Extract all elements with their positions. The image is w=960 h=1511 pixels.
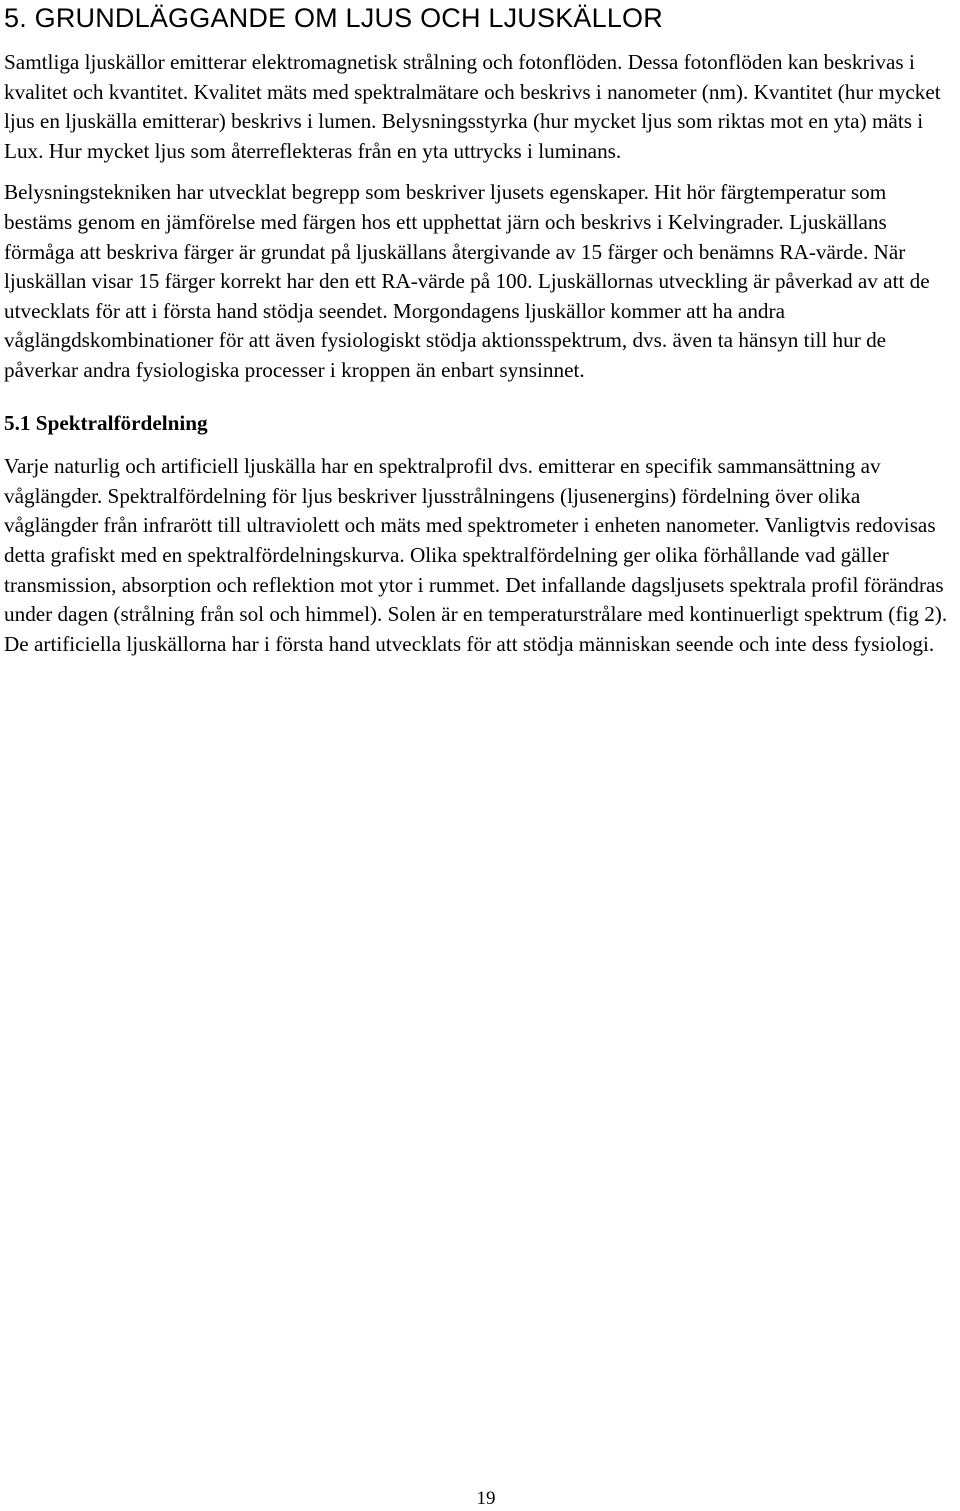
page-number: 19 <box>476 1488 496 1509</box>
section-heading: 5. GRUNDLÄGGANDE OM LJUS OCH LJUSKÄLLOR <box>4 3 663 33</box>
paragraph-light-basics: Samtliga ljuskällor emitterar elektromagnetisk strålning och fotonflöden. Dessa fotonflöden kan beskrivas i kvalitet och kvantitet. Kvalitet mäts med spektralmätare och beskrivs i nanometer (nm). Kvantitet (hur mycket ljus en ljuskälla emitterar) beskrivs i lumen. Belysningsstyrka (hur mycket ljus som riktas mot en yta) mäts i Lux. Hur mycket ljus som återreflekteras från en yta uttrycks i luminans. <box>4 50 941 163</box>
paragraph-lighting-concepts: Belysningstekniken har utvecklat begrepp som beskriver ljusets egenskaper. Hit hör färgtemperatur som bestäms genom en jämförelse med färgen hos ett upphettat järn och beskrivs i Kelvingrader. Ljuskällans förmåga att beskriva färger är grundat på ljuskällans återgivande av 15 färger och benämns RA-värde. När ljuskällan visar 15 färger korrekt har den ett RA-värde på 100. Ljuskällornas utveckling är påverkad av att de utvecklats för att i första hand stödja seendet. Morgondagens ljuskällor kommer att ha andra våglängdskombinationer för att även fysiologiskt stödja aktionsspektrum, dvs. även ta hänsyn till hur de påverkar andra fysiologiska processer i kroppen än enbart synsinnet. <box>4 180 930 382</box>
subsection-heading: 5.1 Spektralfördelning <box>4 410 208 435</box>
document-page <box>4 0 956 659</box>
paragraph-spectral-distribution: Varje naturlig och artificiell ljuskälla har en spektralprofil dvs. emitterar en specifik sammansättning av våglängder. Spektralfördelning för ljus beskriver ljusstrålningens (ljusenergins) fördelning över olika våglängder från infrarött till ultraviolett och mäts med spektrometer i enheten nanometer. Vanligtvis redovisas detta grafiskt med en spektralfördelningskurva. Olika spektralfördelning ger olika förhållande vad gäller transmission, absorption och reflektion mot ytor i rummet. Det infallande dagsljusets spektrala profil förändras under dagen (strålning från sol och himmel). Solen är en temperaturstrålare med kontinuerligt spektrum (fig 2). De artificiella ljuskällorna har i första hand utvecklats för att stödja människan seende och inte dess fysiologi. <box>4 454 948 656</box>
